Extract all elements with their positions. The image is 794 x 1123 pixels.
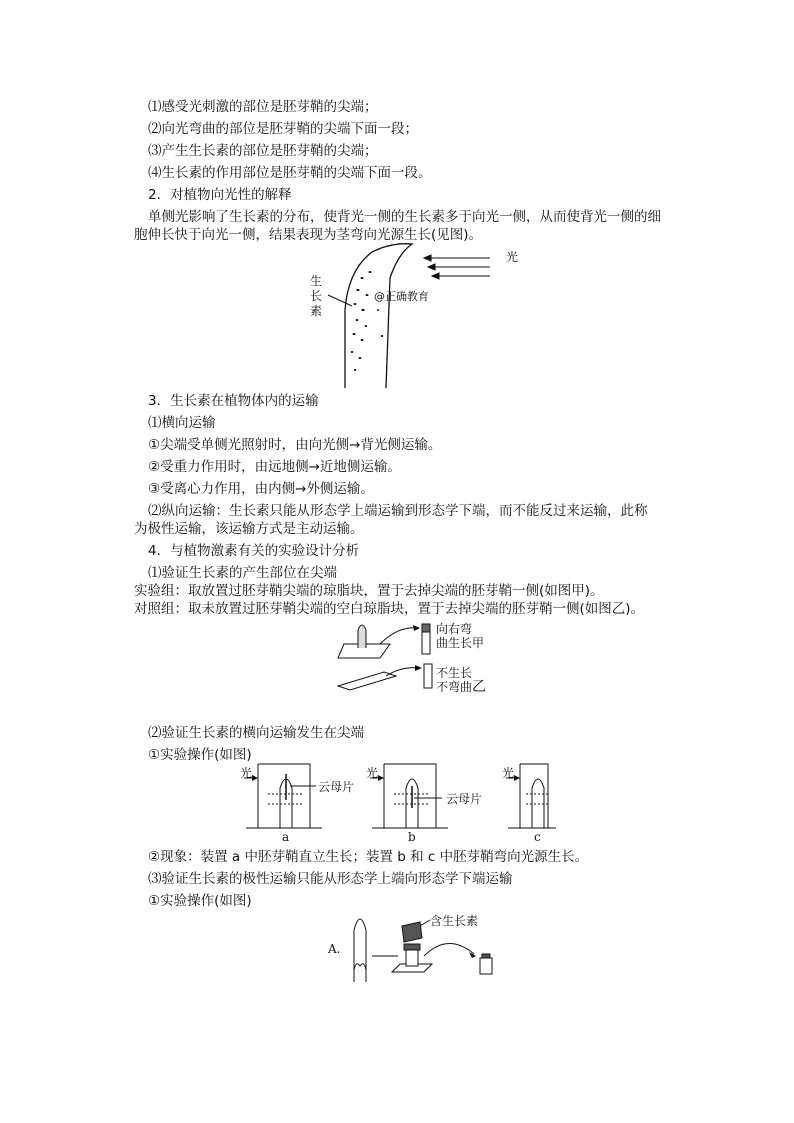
fig2-light-a: 光 bbox=[240, 766, 253, 780]
label-auxin-2: 长 bbox=[310, 289, 323, 303]
agar-figure bbox=[336, 616, 516, 696]
fig1-tag-jia: 甲 bbox=[472, 636, 485, 650]
sec2-para-line2: 胞伸长快于向光一侧，结果表现为茎弯向光源生长(见图)。 bbox=[134, 227, 483, 243]
fig2-mica-a: 云母片 bbox=[318, 780, 355, 794]
sec3-sub1: ⑴横向运输 bbox=[148, 415, 216, 431]
watermark: @正确教育 bbox=[374, 290, 429, 303]
fig1-top-label-2: 曲生长 bbox=[436, 636, 473, 650]
sec2-para-line1: 单侧光影响了生长素的分布，使背光一侧的生长素多于向光一侧，从而使背光一侧的细 bbox=[148, 209, 661, 225]
sec4-op2: ①实验操作(如图) bbox=[148, 893, 252, 909]
sec3-heading: 3．生长素在植物体内的运输 bbox=[148, 393, 319, 409]
fig1-bottom-label-1: 不生长 bbox=[436, 666, 473, 680]
fig2-mica-b: 云母片 bbox=[446, 792, 483, 806]
ctrl-group: 对照组：取未放置过胚芽鞘尖端的空白琼脂块，置于去掉尖端的胚芽鞘一侧(如图乙)。 bbox=[134, 601, 645, 617]
item-1: ⑴感受光刺激的部位是胚芽鞘的尖端； bbox=[148, 99, 378, 115]
sec3-item-3: ③受离心力作用，由内侧→外侧运输。 bbox=[148, 481, 374, 497]
stem-diagram bbox=[300, 240, 530, 390]
fig2-light-b: 光 bbox=[366, 766, 379, 780]
label-auxin-3: 素 bbox=[310, 304, 323, 318]
fig1-bottom-label-2-wrap bbox=[436, 680, 486, 694]
phenomenon: ②现象：装置 a 中胚芽鞘直立生长；装置 b 和 c 中胚芽鞘弯向光源生长。 bbox=[148, 849, 589, 865]
fig1-tag-yi: 乙 bbox=[472, 679, 487, 695]
apparatus-a bbox=[244, 764, 322, 828]
sec4-sub1: ⑴验证生长素的产生部位在尖端 bbox=[148, 565, 337, 581]
phototropism-figure bbox=[300, 240, 530, 390]
sec3-sub2-line1: ⑵纵向运输：生长素只能从形态学上端运输到形态学下端，而不能反过来运输，此称 bbox=[148, 503, 648, 519]
item-2: ⑵向光弯曲的部位是胚芽鞘的尖端下面一段； bbox=[148, 121, 418, 137]
sec4-sub2: ⑵验证生长素的横向运输发生在尖端 bbox=[148, 725, 364, 741]
label-light: 光 bbox=[506, 250, 519, 264]
fig1-bottom-label-2: 不弯曲 bbox=[436, 680, 473, 694]
fig3-label-A: A. bbox=[328, 942, 341, 956]
item-3: ⑶产生生长素的部位是胚芽鞘的尖端； bbox=[148, 143, 378, 159]
polar-figure bbox=[324, 910, 504, 984]
sec4-heading: 4．与植物激素有关的实验设计分析 bbox=[148, 543, 360, 559]
sec3-item-2: ②受重力作用时，由远地侧→近地侧运输。 bbox=[148, 459, 401, 475]
label-auxin bbox=[310, 274, 324, 319]
apparatus-b bbox=[370, 764, 448, 828]
fig1-top-label-1: 向右弯 bbox=[436, 622, 473, 636]
fig1-bottom-label bbox=[436, 666, 486, 694]
fig2-cap-c: c bbox=[534, 830, 541, 844]
fig1-top-label bbox=[436, 622, 484, 650]
fig1-top-label-2-wrap bbox=[436, 636, 484, 650]
sec3-sub2-line2: 为极性运输，该运输方式是主动运输。 bbox=[134, 521, 364, 537]
sec4-op1: ①实验操作(如图) bbox=[148, 747, 252, 763]
fig2-light-c: 光 bbox=[502, 766, 515, 780]
fig2-cap-a: a bbox=[282, 830, 290, 844]
sec2-heading: 2．对植物向光性的解释 bbox=[148, 187, 292, 203]
label-auxin-1: 生 bbox=[310, 274, 323, 288]
mica-figure bbox=[238, 760, 558, 848]
exp-group: 实验组：取放置过胚芽鞘尖端的琼脂块，置于去掉尖端的胚芽鞘一侧(如图甲)。 bbox=[134, 583, 604, 599]
fig2-cap-b: b bbox=[408, 830, 416, 844]
item-4: ⑷生长素的作用部位是胚芽鞘的尖端下面一段。 bbox=[148, 165, 432, 181]
fig3-label-auxin: 含生长素 bbox=[430, 914, 479, 928]
agar-diagram bbox=[336, 616, 516, 696]
sec3-item-1: ①尖端受单侧光照射时，由向光侧→背光侧运输。 bbox=[148, 437, 442, 453]
sec4-sub3: ⑶验证生长素的极性运输只能从形态学上端向形态学下端运输 bbox=[148, 871, 513, 887]
